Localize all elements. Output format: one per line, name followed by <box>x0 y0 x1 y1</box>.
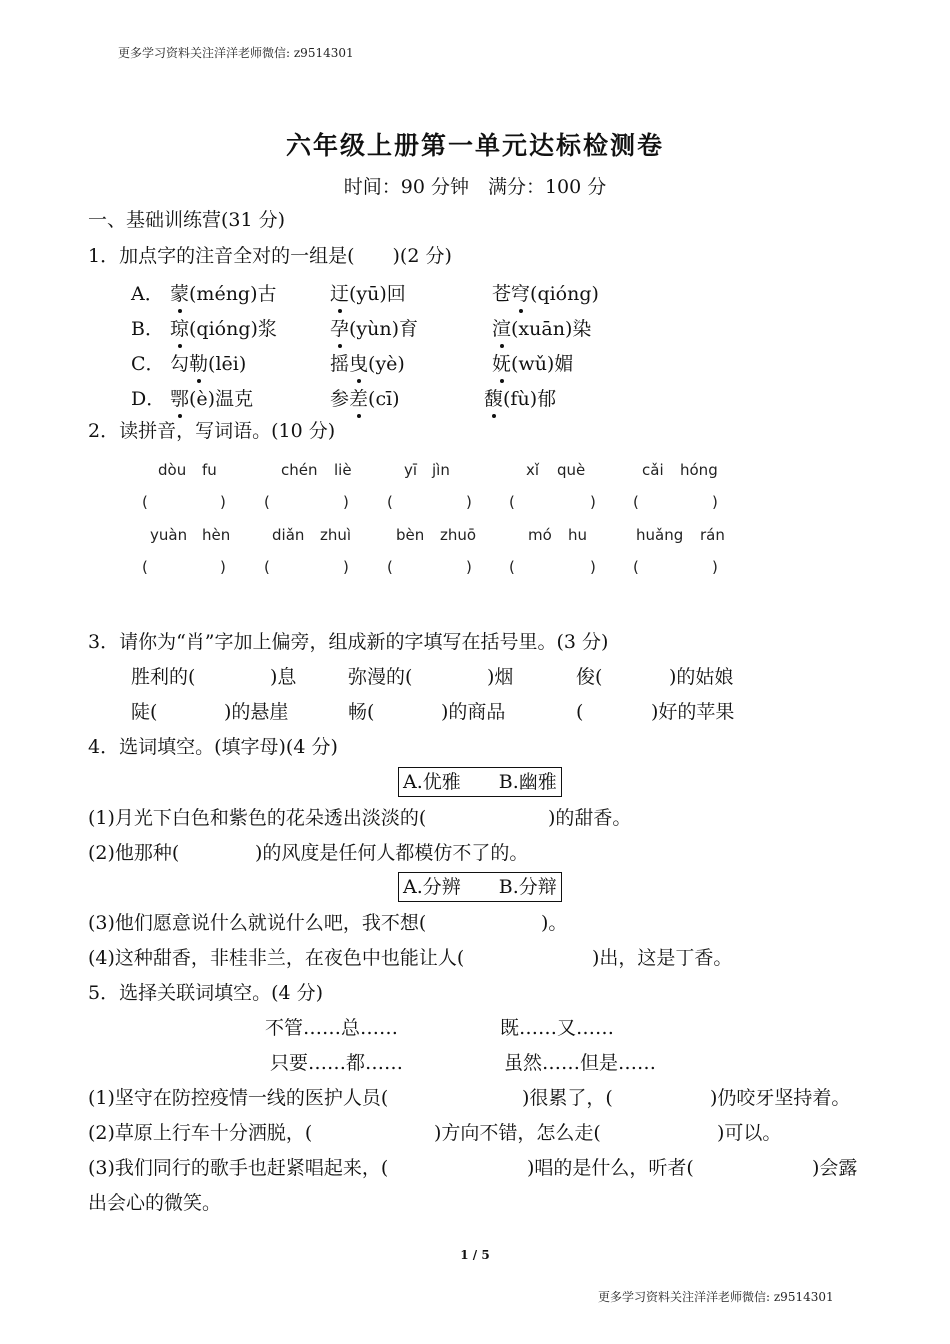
q3-blank-6-pre: ( <box>576 701 584 723</box>
q4-s1-pre: (1)月光下白色和紫色的花朵透出淡淡的( <box>88 807 427 829</box>
option-b-item-1: 琼(qióng)浆 <box>170 314 277 341</box>
conjunction-pair: 不管……总…… <box>265 1017 399 1039</box>
q3-blank-5-post: )的商品 <box>441 701 506 723</box>
question-3-stem: 3．请你为“肖”字加上偏旁，组成新的字填写在括号里。(3 分) <box>88 631 609 653</box>
answer-blank-open: ( <box>387 558 393 576</box>
answer-blank-close: ) <box>590 493 596 511</box>
answer-blank-close: ) <box>466 558 472 576</box>
q5-s3-c: )会露 <box>812 1157 858 1179</box>
option-b: B． <box>131 318 164 340</box>
answer-blank-close: ) <box>590 558 596 576</box>
answer-blank-open: ( <box>142 493 148 511</box>
pinyin: rán <box>700 526 725 544</box>
footer-note: 更多学习资料关注洋洋老师微信: z9514301 <box>598 1290 834 1304</box>
section-heading: 一、基础训练营(31 分) <box>88 209 286 231</box>
answer-blank-open: ( <box>509 558 515 576</box>
pinyin: hóng <box>680 461 718 479</box>
q5-s2-a: (2)草原上行车十分洒脱，( <box>88 1122 313 1144</box>
pinyin: jìn <box>432 461 450 479</box>
question-2-stem: 2．读拼音，写词语。(10 分) <box>88 420 336 442</box>
word-choice-box-2: A.分辨 B.分辩 <box>398 872 562 902</box>
pinyin: yuàn <box>150 526 188 544</box>
option-a-item-3: 苍穹(qióng) <box>492 279 599 306</box>
answer-blank-open: ( <box>633 493 639 511</box>
q5-s3-continued: 出会心的微笑。 <box>88 1192 222 1214</box>
page-number: 1 / 5 <box>460 1248 490 1262</box>
q5-s1-a: (1)坚守在防控疫情一线的医护人员( <box>88 1087 389 1109</box>
pinyin: xǐ <box>526 461 540 479</box>
q4-s1-post: )的甜香。 <box>548 807 632 829</box>
pinyin: zhuì <box>320 526 352 544</box>
answer-blank-close: ) <box>343 493 349 511</box>
question-1-stem: 1．加点字的注音全对的一组是( )(2 分) <box>88 245 452 267</box>
q3-blank-3-post: )的姑娘 <box>669 666 734 688</box>
option-a-item-1: 蒙(méng)古 <box>170 279 277 306</box>
pinyin: què <box>557 461 586 479</box>
answer-blank-open: ( <box>387 493 393 511</box>
option-d-item-1: 鄂(è)温克 <box>170 384 253 411</box>
question-5-stem: 5．选择关联词填空。(4 分) <box>88 982 324 1004</box>
pinyin: zhuō <box>440 526 477 544</box>
answer-blank-open: ( <box>264 558 270 576</box>
answer-blank-open: ( <box>509 493 515 511</box>
header-note: 更多学习资料关注洋洋老师微信: z9514301 <box>118 46 354 60</box>
option-a: A． <box>131 283 164 305</box>
page-title: 六年级上册第一单元达标检测卷 <box>285 131 664 160</box>
word-choice-box-1: A.优雅 B.幽雅 <box>398 767 562 797</box>
pinyin: hu <box>568 526 588 544</box>
exam-info: 时间：90 分钟 满分：100 分 <box>343 176 607 198</box>
answer-blank-open: ( <box>142 558 148 576</box>
q3-blank-2-post: )烟 <box>487 666 514 688</box>
pinyin: cǎi <box>642 461 664 479</box>
q3-blank-1-post: )息 <box>270 666 297 688</box>
pinyin: fu <box>202 461 217 479</box>
option-c: C． <box>131 353 165 375</box>
answer-blank-close: ) <box>220 558 226 576</box>
conjunction-pair: 虽然……但是…… <box>504 1052 657 1074</box>
pinyin: diǎn <box>272 526 305 544</box>
q5-s2-c: )可以。 <box>717 1122 782 1144</box>
q4-s4-pre: (4)这种甜香，非桂非兰，在夜色中也能让人( <box>88 947 465 969</box>
pinyin: yī <box>404 461 418 479</box>
q3-blank-4-pre: 陡( <box>131 701 158 723</box>
q4-s3-post: )。 <box>541 912 568 934</box>
q4-s3-pre: (3)他们愿意说什么就说什么吧，我不想( <box>88 912 427 934</box>
pinyin: bèn <box>396 526 425 544</box>
option-b-item-2: 孕(yùn)育 <box>330 314 418 341</box>
option-b-item-3: 渲(xuān)染 <box>492 314 591 341</box>
q5-s3-a: (3)我们同行的歌手也赶紧唱起来，( <box>88 1157 389 1179</box>
pinyin: huǎng <box>636 526 684 544</box>
q5-s3-b: )唱的是什么，听者( <box>527 1157 694 1179</box>
q5-s1-b: )很累了，( <box>522 1087 613 1109</box>
conjunction-pair: 既……又…… <box>500 1017 615 1039</box>
answer-blank-close: ) <box>220 493 226 511</box>
conjunction-pair: 只要……都…… <box>270 1052 404 1074</box>
q3-blank-6-post: )好的苹果 <box>651 701 735 723</box>
option-d-item-3: 馥(fù)郁 <box>484 384 556 411</box>
q5-s1-c: )仍咬牙坚持着。 <box>710 1087 851 1109</box>
option-c-item-1: 勾勒(lēi) <box>170 349 246 376</box>
answer-blank-close: ) <box>343 558 349 576</box>
answer-blank-open: ( <box>264 493 270 511</box>
option-c-item-2: 摇曳(yè) <box>330 349 405 376</box>
answer-blank-open: ( <box>633 558 639 576</box>
q3-blank-5-pre: 畅( <box>348 701 375 723</box>
pinyin: dòu <box>158 461 187 479</box>
option-d: D． <box>131 388 166 410</box>
answer-blank-close: ) <box>712 558 718 576</box>
question-4-stem: 4．选词填空。(填字母)(4 分) <box>88 736 338 758</box>
option-c-item-3: 妩(wǔ)媚 <box>492 349 573 376</box>
pinyin: mó <box>528 526 552 544</box>
q3-blank-1-pre: 胜利的( <box>131 666 196 688</box>
option-a-item-2: 迂(yū)回 <box>330 279 406 306</box>
option-d-item-2: 参差(cī) <box>330 384 400 411</box>
q3-blank-2-pre: 弥漫的( <box>348 666 413 688</box>
pinyin: hèn <box>202 526 231 544</box>
q5-s2-b: )方向不错，怎么走( <box>434 1122 601 1144</box>
answer-blank-close: ) <box>466 493 472 511</box>
q3-blank-4-post: )的悬崖 <box>224 701 289 723</box>
answer-blank-close: ) <box>712 493 718 511</box>
q4-s2-pre: (2)他那种( <box>88 842 180 864</box>
q3-blank-3-pre: 俊( <box>576 666 603 688</box>
q4-s4-post: )出，这是丁香。 <box>592 947 733 969</box>
pinyin: liè <box>334 461 352 479</box>
pinyin: chén <box>281 461 318 479</box>
q4-s2-post: )的风度是任何人都模仿不了的。 <box>255 842 529 864</box>
